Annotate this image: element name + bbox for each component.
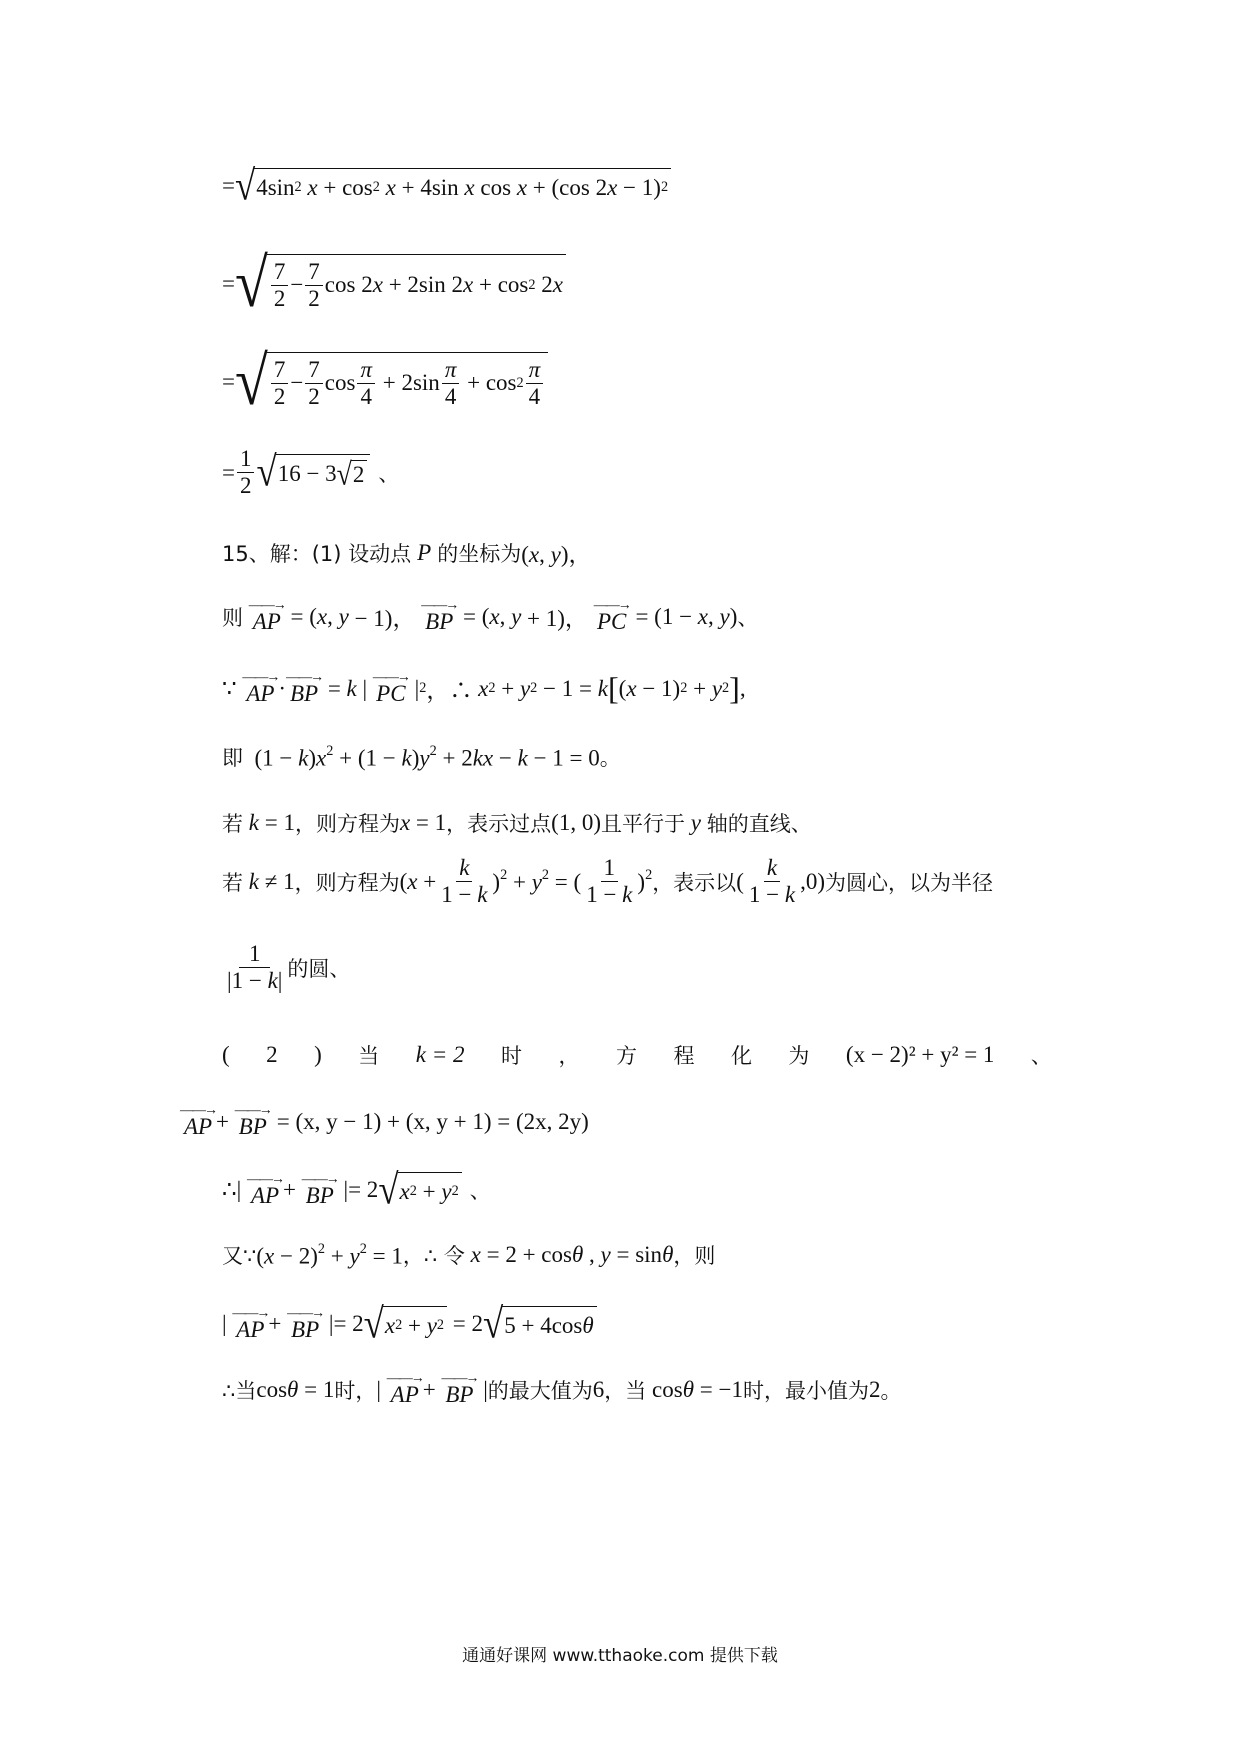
therefore-2: ∴ xyxy=(222,1177,237,1203)
max-label: 的最大值为 xyxy=(487,1378,593,1403)
case-2-line: 若 k ≠ 1 ，则方程为 (x + $\frac{k}{1 - k}$ )$^2 + y^2$ = ( $\frac{1}{1 - k}$ )$^2$ ，表示以 ( $\frac{k}{1 - k}$ ,0) 为圆心，以为半径 xyxy=(222,855,993,908)
min-value: 2 xyxy=(868,1376,881,1402)
part2-paren-close: ) xyxy=(314,1042,322,1067)
dot-product-line: ∵ ——→ AP · ——→ BP = k | ——→ PC | 2 ，∴ x 2 + y 2 − 1 = k [ ( x − 1) 2 + y 2 ] , xyxy=(222,670,746,706)
min-label: 时，最小值为 xyxy=(742,1378,869,1403)
part2-c2: 程 xyxy=(673,1044,695,1068)
part2-k-value: k = 2 xyxy=(415,1042,465,1067)
equation-line-1: = √ 4sin 2 x + cos 2 x + 4sin x cos x + (cos 2 x − 1) 2 xyxy=(222,168,671,205)
ji-end: 。 xyxy=(599,746,621,770)
case1-then: ，则方程为 xyxy=(294,812,400,836)
case1-parallel: 且平行于 xyxy=(600,812,685,836)
intro-prefix: 15、解：(1) 设动点 xyxy=(222,541,412,566)
case-1-line: 若 k = 1 ，则方程为 x = 1 ，表示过点 (1, 0) 且平行于 y 轴的直线、 xyxy=(222,810,812,836)
part2-c1: 方 xyxy=(615,1044,637,1068)
also-because: 又∵ xyxy=(222,1244,257,1268)
sum-line: ——→ AP + ——→ BP = (x, y − 1) + (x, y + 1) = (2x, 2y) xyxy=(180,1103,589,1139)
case2-then: ，则方程为 xyxy=(294,870,400,895)
part2-c3: 化 xyxy=(730,1044,752,1068)
therefore-text: ，∴ xyxy=(426,678,473,703)
part2-tail: 、 xyxy=(1030,1044,1052,1068)
then-text: ，则 xyxy=(673,1244,716,1268)
part2-c4: 为 xyxy=(788,1044,810,1068)
case1-if: 若 xyxy=(222,812,243,836)
part2-number: 2 xyxy=(266,1042,278,1067)
part2-when: 当 xyxy=(358,1044,380,1068)
equation-line-3: = √ $\frac{7}{2}$ − $\frac{7}{2}$ cos $\frac{\pi}{4}$ + 2sin $\frac{\pi}{4}$ + cos 2 $\frac{\pi}{4}$ xyxy=(222,352,548,412)
vectors-tail: 、 xyxy=(737,605,759,630)
case2-if: 若 xyxy=(222,870,243,895)
equation-line-4: = $\frac{1}{2}$ √ 16 − 3 √ 2 、 xyxy=(222,446,400,499)
max-when: ∴当 xyxy=(222,1378,257,1403)
magnitude-line: ∴ | ——→ AP + ——→ BP |= 2 √ x 2 + y 2 、 xyxy=(222,1165,491,1213)
radius-line: $\frac{1}{|1 - k|}$ 的圆、 xyxy=(227,941,351,994)
case2-radius-text: 为圆心，以为半径 xyxy=(824,870,993,895)
intro-suffix: 的坐标为 xyxy=(437,541,522,566)
equation-line-2: = √ $\frac{7}{2}$ − $\frac{7}{2}$ cos 2 x + 2sin 2 x + cos 2 2 x xyxy=(222,254,566,314)
param-line: 又∵ $(x - 2)^2 + y^2 = 1$ ，∴ 令 x = 2 + cosθ , y = sinθ ，则 xyxy=(222,1240,716,1269)
case2-center-text: ，表示以 xyxy=(652,870,737,895)
min-when: ，当 xyxy=(604,1378,647,1403)
ji-label: 即 xyxy=(222,746,243,770)
case1-through: ，表示过点 xyxy=(446,812,552,836)
max-time: 时， xyxy=(334,1378,377,1403)
page-footer: 通通好课网 www.tthaoke.com 提供下载 xyxy=(462,1646,778,1666)
sum-eq: = (x, y − 1) + (x, y + 1) = (2x, 2y) xyxy=(276,1108,589,1134)
line4-tail: 、 xyxy=(378,461,400,486)
let-text: ，∴ 令 xyxy=(402,1244,465,1268)
case2-circle-text: 的圆、 xyxy=(287,956,351,981)
max-min-line: ∴当 cosθ = 1 时， | ——→ AP + ——→ BP | 的最大值为 6 ，当 cosθ = −1 时，最小值为 2 。 xyxy=(222,1371,902,1407)
part2-circle-eq: (x − 2)² + y² = 1 xyxy=(845,1042,995,1067)
because-symbol: ∵ xyxy=(222,675,237,701)
part2-paren-open: ( xyxy=(222,1042,230,1067)
part2-comma: ， xyxy=(558,1044,580,1068)
problem-15-intro: 15、解：(1) 设动点 P 的坐标为 (x, y)， xyxy=(222,539,592,567)
vectors-line: 则 ——→ AP = ( x , y − 1)， ——→ BP = ( x , y + 1)， ——→ PC = (1 − x , y ) 、 xyxy=(222,598,759,634)
vectors-prefix: 则 xyxy=(222,605,243,630)
part-2-line xyxy=(222,1040,1052,1070)
max-end: 。 xyxy=(880,1378,902,1403)
magnitude-theta-line: | ——→ AP + ——→ BP |= 2 √ x 2 + y 2 = 2 √ 5 + 4cos θ xyxy=(222,1306,597,1343)
max-value: 6 xyxy=(592,1376,605,1402)
ji-line: 即 $(1 - k)x^2 + (1 - k)y^2 + 2kx - k - 1 = 0$ 。 xyxy=(222,742,621,771)
part2-time: 时 xyxy=(501,1044,522,1068)
case1-axis-line: 轴的直线、 xyxy=(706,812,812,836)
